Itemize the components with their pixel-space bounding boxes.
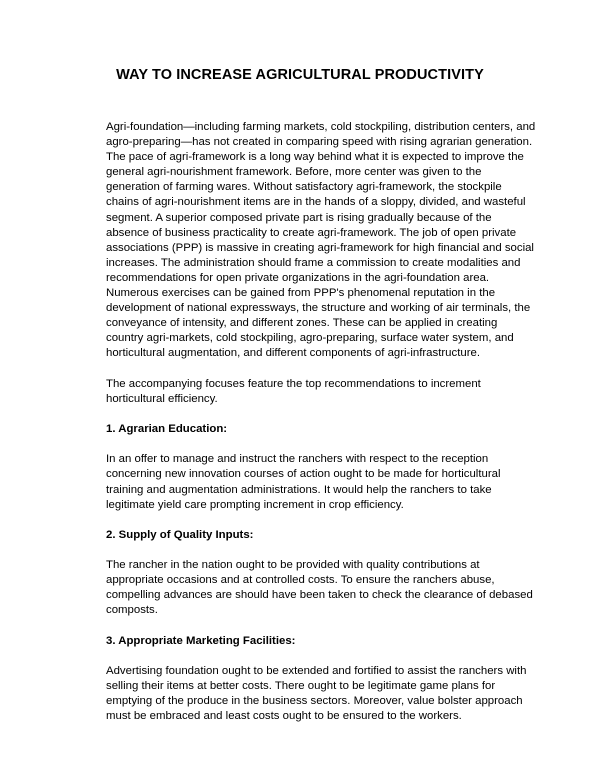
lead-paragraph: The accompanying focuses feature the top recommendations to increment horticultural efficiency.	[106, 377, 481, 405]
section-body-education: In an offer to manage and instruct the ranchers with respect to the reception concerning new innovation courses of action ought to be made for horticultural training and augmentation administrations. It would help the ranchers to take legitimate yield care prompting increment in crop efficiency.	[106, 453, 501, 511]
intro-paragraph: Agri-foundation—including farming markets, cold stockpiling, distribution centers, and agro-preparing—has not created in comparing speed with rising agrarian generation. The pace of agri-framework is a long way behind what it is expected to improve the general agri-nourishment framework. Before, more center was given to the generation of farming wares. Without satisfactory agri-framework, the stockpile chains of agri-nourishment items are in the hands of a sloppy, divided, and wasteful segment. A superior composed private part is rising gradually because of the absence of business practicality to create agri-framework. The job of open private associations (PPP) is massive in creating agri-framework for high financial and social increases. The administration should frame a commission to create modalities and recommendations for open private organizations in the agri-foundation area. Numerous exercises can be gained from PPP's phenomenal reputation in the development of national expressways, the structure and working of air terminals, the conveyance of intensity, and different zones. These can be applied in creating country agri-markets, cold stockpiling, agro-preparing, surface water system, and horticultural augmentation, and different components of agri-infrastructure.	[106, 121, 536, 360]
section-heading-marketing: 3. Appropriate Marketing Facilities:	[106, 634, 296, 647]
document-body	[106, 120, 536, 740]
page-title: WAY TO INCREASE AGRICULTURAL PRODUCTIVITY	[116, 67, 484, 83]
section-heading-education: 1. Agrarian Education:	[106, 423, 228, 436]
section-body-quality-inputs: The rancher in the nation ought to be provided with quality contributions at appropriate occasions and at controlled costs. To ensure the ranchers abuse, compelling advances are should have been taken to check the clearance of debased composts.	[106, 559, 533, 617]
section-body-marketing: Advertising foundation ought to be extended and fortified to assist the ranchers with selling their items at better costs. There ought to be legitimate game plans for emptying of the produce in the business sectors. Moreover, value bolster approach must be embraced and least costs ought to be ensured to the workers.	[106, 665, 527, 723]
section-heading-quality-inputs: 2. Supply of Quality Inputs:	[106, 528, 254, 541]
